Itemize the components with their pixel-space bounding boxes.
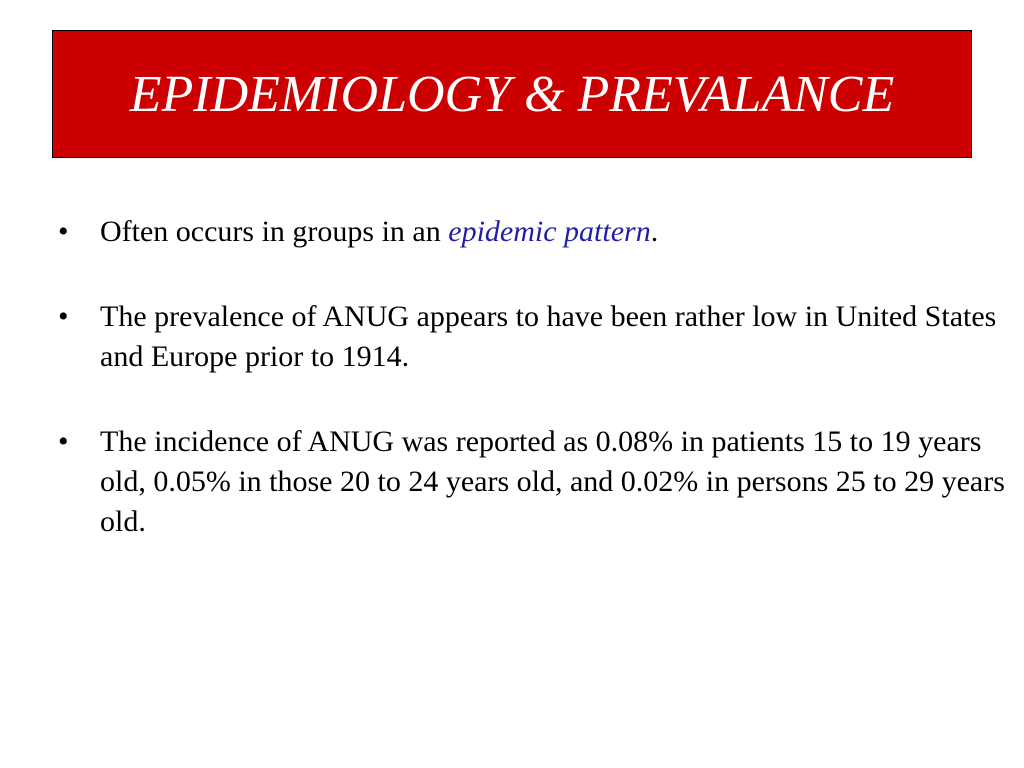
bullet-marker: • xyxy=(58,300,69,333)
bullet-1-text-before: Often occurs in groups in an xyxy=(100,215,449,248)
bullet-list xyxy=(58,212,1016,587)
title-banner xyxy=(52,30,972,158)
bullet-2-text: The prevalence of ANUG appears to have been rather low in United States and Europe prior to 1914. xyxy=(100,300,997,373)
slide-title: EPIDEMIOLOGY & PREVALANCE xyxy=(129,65,895,123)
bullet-item-1 xyxy=(58,212,1016,252)
bullet-item-3 xyxy=(58,422,1016,542)
bullet-marker: • xyxy=(58,425,69,458)
bullet-item-2 xyxy=(58,297,1016,377)
bullet-1-emphasis: epidemic pattern xyxy=(448,215,651,248)
bullet-3-text: The incidence of ANUG was reported as 0.08% in patients 15 to 19 years old, 0.05% in those 20 to 24 years old, and 0.02% in persons 25 to 29 years old. xyxy=(100,425,1005,538)
bullet-1-text-after: . xyxy=(650,215,659,248)
bullet-marker: • xyxy=(58,215,69,248)
